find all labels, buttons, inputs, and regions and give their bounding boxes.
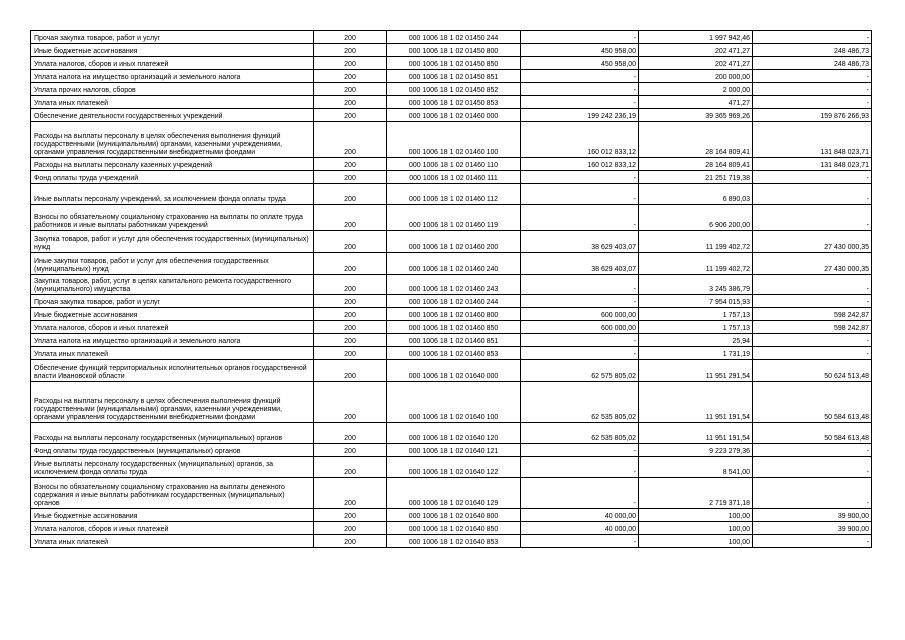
row-executed-cell: 11 199 402,72 — [639, 253, 753, 275]
row-approved-cell: 600 000,00 — [521, 308, 639, 321]
row-name-cell: Иные бюджетные ассигнования — [31, 308, 314, 321]
table-row — [31, 347, 872, 360]
table-row — [31, 509, 872, 522]
row-executed-cell: 28 164 809,41 — [639, 158, 753, 171]
row-name-cell: Расходы на выплаты персоналу в целях обеспечения выполнения функций государственными (муниципальными) органами, казенными учреждениями, органами управления государственными внебюджетными фондами — [31, 382, 314, 423]
row-executed-cell: 2 719 371,18 — [639, 478, 753, 509]
row-executed-cell: 202 471,27 — [639, 57, 753, 70]
row-kbk-cell: 000 1006 18 1 02 01460 850 — [387, 321, 521, 334]
row-unexecuted-cell: 131 848 023,71 — [753, 122, 872, 158]
row-code-cell: 200 — [314, 522, 387, 535]
row-unexecuted-cell: 159 876 266,93 — [753, 109, 872, 122]
row-code-cell: 200 — [314, 83, 387, 96]
row-name-cell: Иные бюджетные ассигнования — [31, 509, 314, 522]
row-code-cell: 200 — [314, 205, 387, 231]
row-unexecuted-cell: 27 430 000,35 — [753, 253, 872, 275]
row-kbk-cell: 000 1006 18 1 02 01450 244 — [387, 31, 521, 44]
table-row — [31, 275, 872, 295]
row-kbk-cell: 000 1006 18 1 02 01640 000 — [387, 360, 521, 382]
row-executed-cell: 9 223 279,36 — [639, 444, 753, 457]
table-row — [31, 57, 872, 70]
row-approved-cell: - — [521, 535, 639, 548]
row-name-cell: Уплата иных платежей — [31, 535, 314, 548]
row-code-cell: 200 — [314, 334, 387, 347]
row-approved-cell: 160 012 833,12 — [521, 122, 639, 158]
row-unexecuted-cell: - — [753, 535, 872, 548]
row-unexecuted-cell: - — [753, 347, 872, 360]
table-row — [31, 535, 872, 548]
table-row — [31, 83, 872, 96]
row-kbk-cell: 000 1006 18 1 02 01640 122 — [387, 457, 521, 478]
row-name-cell: Уплата иных платежей — [31, 347, 314, 360]
row-executed-cell: 8 541,00 — [639, 457, 753, 478]
row-unexecuted-cell: 27 430 000,35 — [753, 231, 872, 253]
row-executed-cell: 100,00 — [639, 535, 753, 548]
row-executed-cell: 11 199 402,72 — [639, 231, 753, 253]
row-code-cell: 200 — [314, 382, 387, 423]
table-row — [31, 158, 872, 171]
row-kbk-cell: 000 1006 18 1 02 01450 852 — [387, 83, 521, 96]
table-row — [31, 231, 872, 253]
row-unexecuted-cell: - — [753, 205, 872, 231]
row-executed-cell: 1 731,19 — [639, 347, 753, 360]
row-kbk-cell: 000 1006 18 1 02 01460 800 — [387, 308, 521, 321]
row-name-cell: Взносы по обязательному социальному страхованию на выплаты денежного содержания и иные выплаты работникам государственных (муниципальных) органов — [31, 478, 314, 509]
row-unexecuted-cell: - — [753, 457, 872, 478]
row-kbk-cell: 000 1006 18 1 02 01460 000 — [387, 109, 521, 122]
table-row — [31, 478, 872, 509]
row-code-cell: 200 — [314, 171, 387, 184]
row-approved-cell: - — [521, 96, 639, 109]
row-name-cell: Расходы на выплаты персоналу в целях обеспечения выполнения функций государственными (муниципальными) органами, казенными учреждениями, органами управления государственными внебюджетными фондами — [31, 122, 314, 158]
row-executed-cell: 100,00 — [639, 522, 753, 535]
row-executed-cell: 100,00 — [639, 509, 753, 522]
row-unexecuted-cell: - — [753, 184, 872, 205]
row-kbk-cell: 000 1006 18 1 02 01450 851 — [387, 70, 521, 83]
row-code-cell: 200 — [314, 96, 387, 109]
row-name-cell: Иные закупки товаров, работ и услуг для обеспечения государственных (муниципальных) нужд — [31, 253, 314, 275]
row-name-cell: Уплата налогов, сборов и иных платежей — [31, 522, 314, 535]
row-executed-cell: 200 000,00 — [639, 70, 753, 83]
row-name-cell: Уплата налогов, сборов и иных платежей — [31, 57, 314, 70]
table-row — [31, 334, 872, 347]
row-approved-cell: 160 012 833,12 — [521, 158, 639, 171]
row-name-cell: Расходы на выплаты персоналу государственных (муниципальных) органов — [31, 423, 314, 444]
row-approved-cell: 62 575 805,02 — [521, 360, 639, 382]
row-approved-cell: - — [521, 444, 639, 457]
row-code-cell: 200 — [314, 347, 387, 360]
row-name-cell: Иные выплаты персоналу государственных (муниципальных) органов, за исключением фонда оплаты труда — [31, 457, 314, 478]
row-name-cell: Фонд оплаты труда учреждений — [31, 171, 314, 184]
row-kbk-cell: 000 1006 18 1 02 01460 853 — [387, 347, 521, 360]
row-unexecuted-cell: 50 584 613,48 — [753, 382, 872, 423]
row-unexecuted-cell: - — [753, 171, 872, 184]
table-row — [31, 522, 872, 535]
row-code-cell: 200 — [314, 44, 387, 57]
row-executed-cell: 6 890,03 — [639, 184, 753, 205]
table-row — [31, 171, 872, 184]
row-approved-cell: 38 629 403,07 — [521, 253, 639, 275]
row-executed-cell: 11 951 191,54 — [639, 423, 753, 444]
row-code-cell: 200 — [314, 308, 387, 321]
row-unexecuted-cell: - — [753, 334, 872, 347]
table-row — [31, 444, 872, 457]
table-row — [31, 308, 872, 321]
row-executed-cell: 11 951 291,54 — [639, 360, 753, 382]
row-approved-cell: 62 535 805,02 — [521, 423, 639, 444]
row-executed-cell: 28 164 809,41 — [639, 122, 753, 158]
table-row — [31, 122, 872, 158]
row-code-cell: 200 — [314, 57, 387, 70]
row-executed-cell: 471,27 — [639, 96, 753, 109]
row-kbk-cell: 000 1006 18 1 02 01640 800 — [387, 509, 521, 522]
row-executed-cell: 11 951 191,54 — [639, 382, 753, 423]
row-executed-cell: 39 365 969,26 — [639, 109, 753, 122]
row-name-cell: Взносы по обязательному социальному страхованию на выплаты по оплате труда работников и иные выплаты работникам учреждений — [31, 205, 314, 231]
row-unexecuted-cell: 131 848 023,71 — [753, 158, 872, 171]
row-approved-cell: 40 000,00 — [521, 522, 639, 535]
row-name-cell: Фонд оплаты труда государственных (муниципальных) органов — [31, 444, 314, 457]
row-name-cell: Уплата прочих налогов, сборов — [31, 83, 314, 96]
row-unexecuted-cell: 39 900,00 — [753, 509, 872, 522]
row-code-cell: 200 — [314, 535, 387, 548]
table-row — [31, 70, 872, 83]
row-code-cell: 200 — [314, 444, 387, 457]
row-code-cell: 200 — [314, 423, 387, 444]
row-kbk-cell: 000 1006 18 1 02 01460 111 — [387, 171, 521, 184]
budget-execution-table — [30, 30, 872, 548]
row-code-cell: 200 — [314, 321, 387, 334]
row-approved-cell: 38 629 403,07 — [521, 231, 639, 253]
row-approved-cell: - — [521, 457, 639, 478]
row-executed-cell: 25,94 — [639, 334, 753, 347]
row-unexecuted-cell: 50 584 613,48 — [753, 423, 872, 444]
row-approved-cell: - — [521, 83, 639, 96]
row-unexecuted-cell: - — [753, 275, 872, 295]
row-approved-cell: - — [521, 171, 639, 184]
row-kbk-cell: 000 1006 18 1 02 01460 110 — [387, 158, 521, 171]
table-row — [31, 321, 872, 334]
row-code-cell: 200 — [314, 253, 387, 275]
row-code-cell: 200 — [314, 109, 387, 122]
row-name-cell: Обеспечение функций территориальных исполнительных органов государственной власти Ивановской области — [31, 360, 314, 382]
row-unexecuted-cell: - — [753, 96, 872, 109]
row-approved-cell: 450 958,00 — [521, 57, 639, 70]
table-row — [31, 205, 872, 231]
row-approved-cell: - — [521, 334, 639, 347]
row-name-cell: Уплата налога на имущество организаций и земельного налога — [31, 334, 314, 347]
row-name-cell: Прочая закупка товаров, работ и услуг — [31, 31, 314, 44]
row-name-cell: Уплата налогов, сборов и иных платежей — [31, 321, 314, 334]
row-approved-cell: - — [521, 205, 639, 231]
row-executed-cell: 1 757,13 — [639, 308, 753, 321]
row-executed-cell: 1 757,13 — [639, 321, 753, 334]
row-approved-cell: - — [521, 295, 639, 308]
row-approved-cell: 450 958,00 — [521, 44, 639, 57]
row-kbk-cell: 000 1006 18 1 02 01640 129 — [387, 478, 521, 509]
row-approved-cell: - — [521, 478, 639, 509]
row-approved-cell: 600 000,00 — [521, 321, 639, 334]
row-name-cell: Расходы на выплаты персоналу казенных учреждений — [31, 158, 314, 171]
row-kbk-cell: 000 1006 18 1 02 01460 100 — [387, 122, 521, 158]
row-unexecuted-cell: - — [753, 83, 872, 96]
row-name-cell: Уплата иных платежей — [31, 96, 314, 109]
row-kbk-cell: 000 1006 18 1 02 01640 850 — [387, 522, 521, 535]
row-kbk-cell: 000 1006 18 1 02 01450 850 — [387, 57, 521, 70]
row-name-cell: Иные бюджетные ассигнования — [31, 44, 314, 57]
row-unexecuted-cell: 39 900,00 — [753, 522, 872, 535]
row-code-cell: 200 — [314, 275, 387, 295]
row-unexecuted-cell: 598 242,87 — [753, 321, 872, 334]
row-executed-cell: 202 471,27 — [639, 44, 753, 57]
row-kbk-cell: 000 1006 18 1 02 01640 853 — [387, 535, 521, 548]
row-code-cell: 200 — [314, 231, 387, 253]
table-row — [31, 44, 872, 57]
row-kbk-cell: 000 1006 18 1 02 01450 853 — [387, 96, 521, 109]
row-unexecuted-cell: 248 486,73 — [753, 44, 872, 57]
row-unexecuted-cell: - — [753, 31, 872, 44]
table-row — [31, 253, 872, 275]
row-unexecuted-cell: - — [753, 70, 872, 83]
row-unexecuted-cell: - — [753, 478, 872, 509]
table-row — [31, 31, 872, 44]
row-executed-cell: 1 997 942,46 — [639, 31, 753, 44]
row-code-cell: 200 — [314, 70, 387, 83]
table-row — [31, 96, 872, 109]
row-code-cell: 200 — [314, 509, 387, 522]
row-approved-cell: 199 242 236,19 — [521, 109, 639, 122]
row-code-cell: 200 — [314, 122, 387, 158]
row-name-cell: Закупка товаров, работ и услуг для обеспечения государственных (муниципальных) нужд — [31, 231, 314, 253]
row-name-cell: Обеспечение деятельности государственных учреждений — [31, 109, 314, 122]
row-unexecuted-cell: 598 242,87 — [753, 308, 872, 321]
row-code-cell: 200 — [314, 31, 387, 44]
row-name-cell: Иные выплаты персоналу учреждений, за исключением фонда оплаты труда — [31, 184, 314, 205]
row-kbk-cell: 000 1006 18 1 02 01640 121 — [387, 444, 521, 457]
row-kbk-cell: 000 1006 18 1 02 01460 851 — [387, 334, 521, 347]
row-executed-cell: 6 906 200,00 — [639, 205, 753, 231]
row-unexecuted-cell: 50 624 513,48 — [753, 360, 872, 382]
row-unexecuted-cell: - — [753, 444, 872, 457]
row-code-cell: 200 — [314, 478, 387, 509]
row-approved-cell: 62 535 805,02 — [521, 382, 639, 423]
table-row — [31, 382, 872, 423]
row-code-cell: 200 — [314, 158, 387, 171]
row-approved-cell: - — [521, 184, 639, 205]
row-name-cell: Прочая закупка товаров, работ и услуг — [31, 295, 314, 308]
row-kbk-cell: 000 1006 18 1 02 01450 800 — [387, 44, 521, 57]
row-kbk-cell: 000 1006 18 1 02 01460 200 — [387, 231, 521, 253]
row-kbk-cell: 000 1006 18 1 02 01640 100 — [387, 382, 521, 423]
row-executed-cell: 21 251 719,38 — [639, 171, 753, 184]
row-unexecuted-cell: 248 486,73 — [753, 57, 872, 70]
row-kbk-cell: 000 1006 18 1 02 01460 240 — [387, 253, 521, 275]
row-executed-cell: 7 954 015,93 — [639, 295, 753, 308]
row-executed-cell: 2 000,00 — [639, 83, 753, 96]
row-code-cell: 200 — [314, 360, 387, 382]
row-code-cell: 200 — [314, 295, 387, 308]
table-row — [31, 109, 872, 122]
row-name-cell: Закупка товаров, работ, услуг в целях капитального ремонта государственного (муниципального) имущества — [31, 275, 314, 295]
row-code-cell: 200 — [314, 457, 387, 478]
row-name-cell: Уплата налога на имущество организаций и земельного налога — [31, 70, 314, 83]
table-row — [31, 423, 872, 444]
row-unexecuted-cell: - — [753, 295, 872, 308]
row-code-cell: 200 — [314, 184, 387, 205]
table-row — [31, 295, 872, 308]
table-body — [31, 31, 872, 548]
row-kbk-cell: 000 1006 18 1 02 01460 244 — [387, 295, 521, 308]
table-row — [31, 457, 872, 478]
row-kbk-cell: 000 1006 18 1 02 01460 112 — [387, 184, 521, 205]
table-row — [31, 184, 872, 205]
row-approved-cell: - — [521, 275, 639, 295]
row-approved-cell: 40 000,00 — [521, 509, 639, 522]
row-kbk-cell: 000 1006 18 1 02 01460 243 — [387, 275, 521, 295]
row-approved-cell: - — [521, 31, 639, 44]
row-executed-cell: 3 245 386,79 — [639, 275, 753, 295]
table-row — [31, 360, 872, 382]
row-kbk-cell: 000 1006 18 1 02 01640 120 — [387, 423, 521, 444]
row-kbk-cell: 000 1006 18 1 02 01460 119 — [387, 205, 521, 231]
row-approved-cell: - — [521, 70, 639, 83]
row-approved-cell: - — [521, 347, 639, 360]
